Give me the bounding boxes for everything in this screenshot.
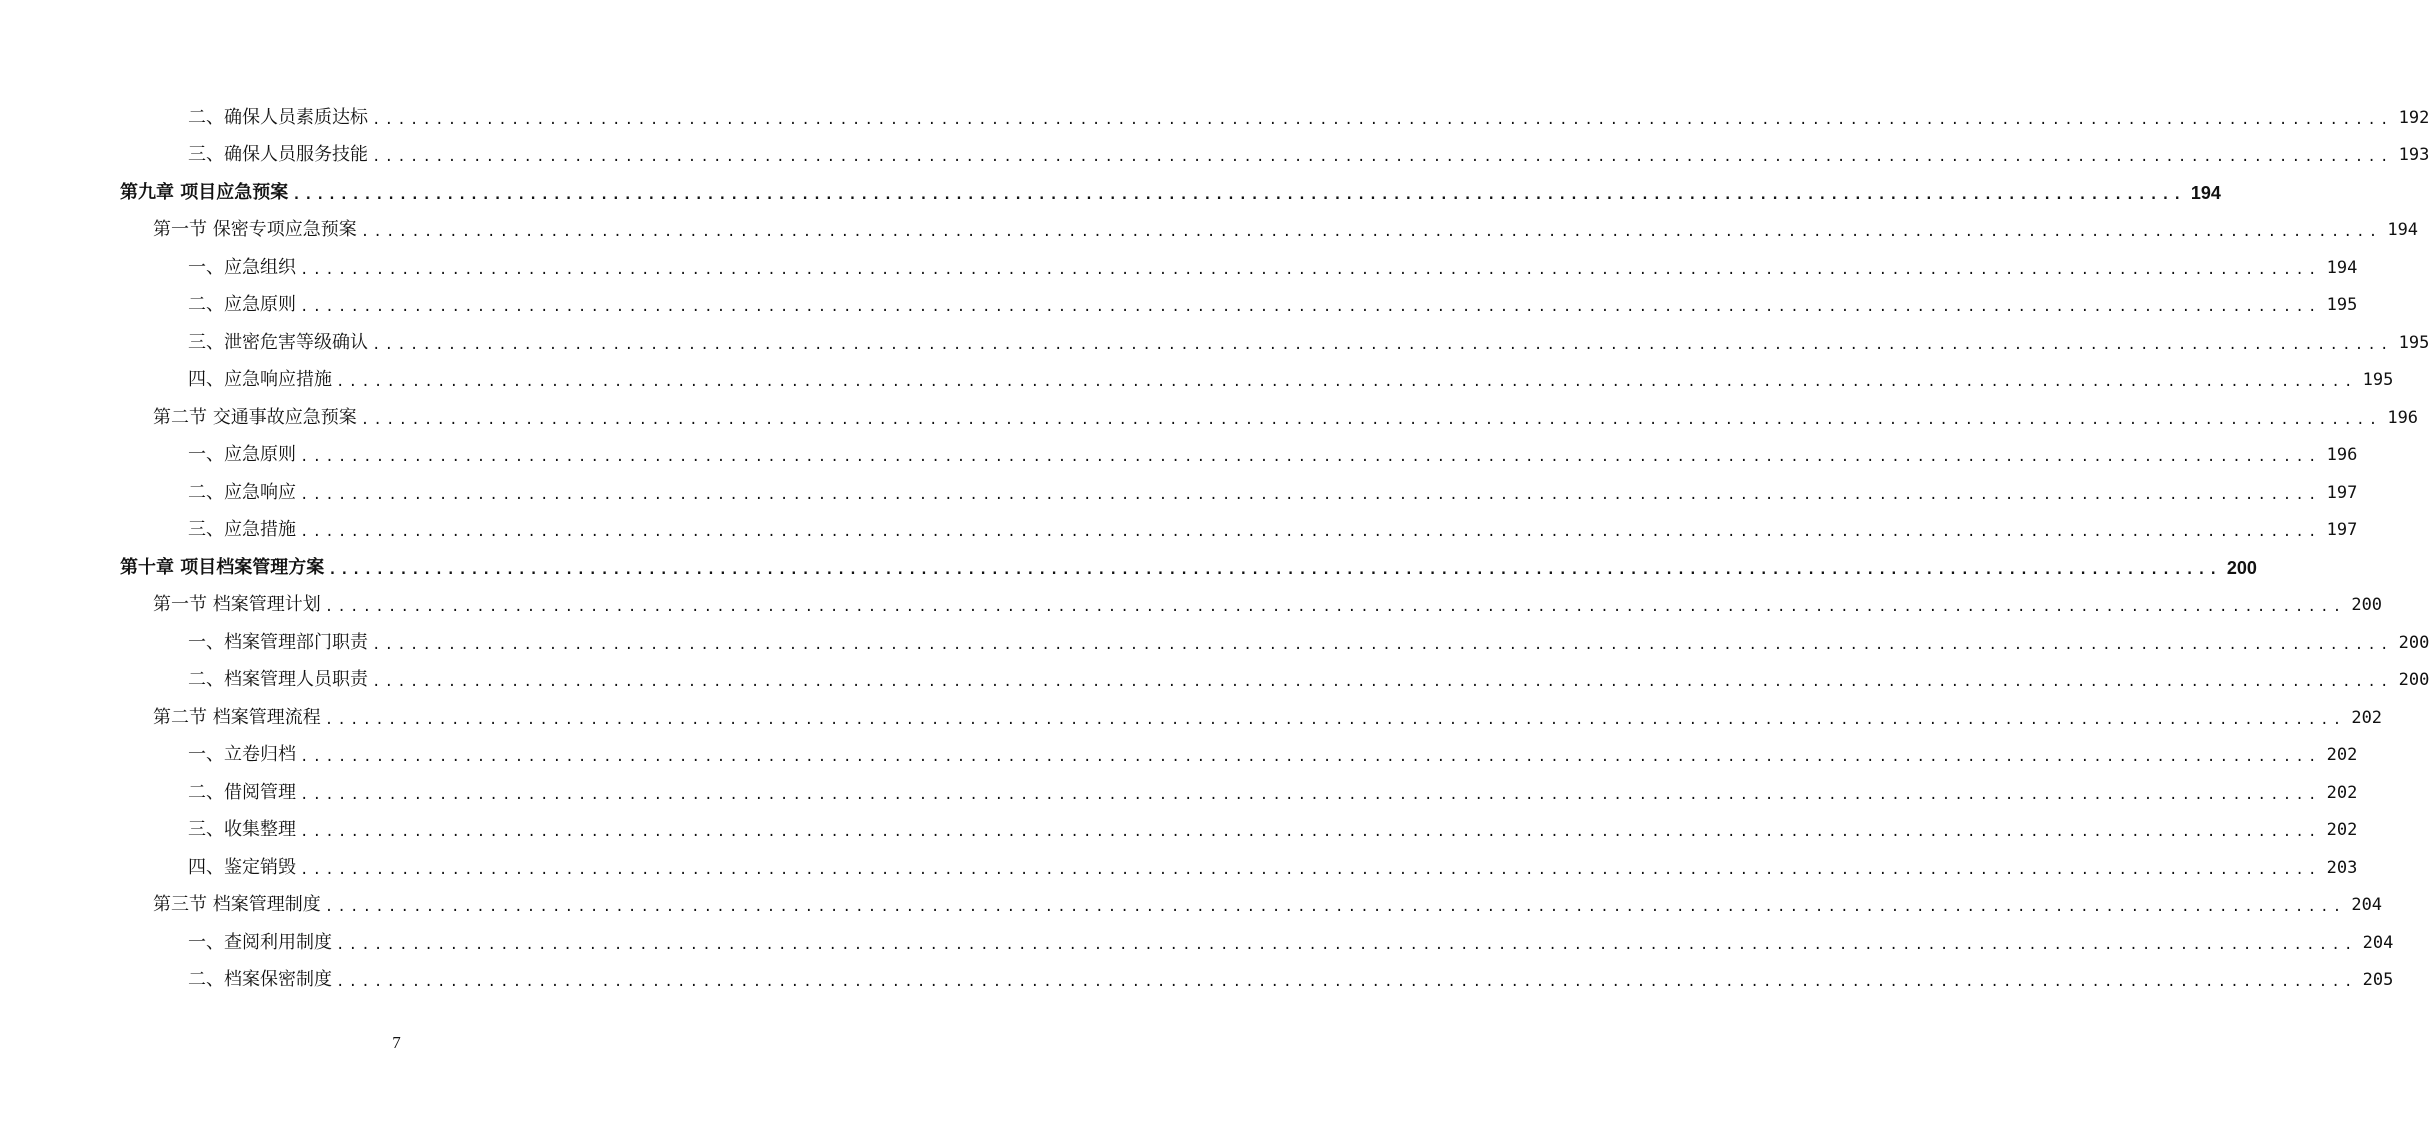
toc-entry-title: 第一节 档案管理计划 (153, 594, 321, 616)
toc-entry-title: 三、应急措施 (188, 519, 296, 541)
toc-entry-title: 四、鉴定销毁 (188, 856, 296, 878)
toc-entry-subsection[interactable] (0, 924, 2394, 962)
toc-entry-title: 二、档案保密制度 (188, 969, 332, 991)
toc-entry-subsection[interactable] (0, 849, 2358, 887)
toc-entry-title: 三、确保人员服务技能 (188, 144, 368, 166)
toc-entry-title: 二、档案管理人员职责 (188, 669, 368, 691)
toc-entry-page-number: 196 (2326, 445, 2358, 466)
toc-entry-section[interactable] (0, 399, 2419, 437)
dot-leader: ................................................................................................................................................................ (300, 449, 2321, 466)
toc-entry-section[interactable] (0, 887, 2383, 925)
toc-entry-title: 二、借阅管理 (188, 781, 296, 803)
dot-leader: ................................................................................................................................................................ (372, 636, 2393, 653)
dot-leader: ................................................................................................................................................................ (300, 861, 2321, 878)
dot-leader: ................................................................................................................................................................ (324, 599, 2346, 616)
dot-leader: ................................................................................................................................................................ (372, 149, 2393, 166)
toc-entry-chapter[interactable] (0, 174, 2221, 212)
toc-entry-title: 三、收集整理 (188, 819, 296, 841)
page-number: 7 (392, 1033, 401, 1052)
toc-entry-page-number: 200 (2226, 557, 2257, 578)
toc-entry-page-number: 197 (2326, 482, 2358, 503)
toc-entry-section[interactable] (0, 212, 2419, 250)
toc-entry-chapter[interactable] (0, 549, 2257, 587)
toc-entry-title: 二、应急原则 (188, 294, 296, 316)
dot-leader: ................................................................................................................................................................ (372, 336, 2393, 353)
toc-entry-title: 一、立卷归档 (188, 744, 296, 766)
toc-entry-title: 二、应急响应 (188, 481, 296, 503)
dot-leader: ................................................................................................................................................................ (324, 899, 2346, 916)
toc-entry-page-number: 193 (2398, 145, 2429, 166)
toc-entry-title: 第十章 项目档案管理方案 (120, 556, 325, 578)
dot-leader: ................................................................................................................................................................ (336, 936, 2357, 953)
toc-entry-section[interactable] (0, 587, 2383, 625)
dot-leader: ................................................................................................................................................................ (372, 674, 2393, 691)
toc-entry-page-number: 192 (2398, 107, 2429, 128)
toc-entry-page-number: 204 (2351, 895, 2383, 916)
dot-leader: ................................................................................................................................................................ (372, 111, 2393, 128)
toc-entry-title: 第三节 档案管理制度 (153, 894, 321, 916)
toc-entry-page-number: 197 (2326, 520, 2358, 541)
dot-leader: ................................................................................................................................................................ (336, 974, 2357, 991)
toc-entry-page-number: 202 (2326, 820, 2358, 841)
toc-entry-page-number: 195 (2398, 332, 2429, 353)
toc-entry-page-number: 195 (2362, 370, 2394, 391)
toc-entry-title: 一、应急组织 (188, 256, 296, 278)
toc-entry-title: 一、档案管理部门职责 (188, 631, 368, 653)
toc-entry-page-number: 203 (2326, 857, 2358, 878)
toc-entry-page-number: 200 (2351, 595, 2383, 616)
dot-leader: ................................................................................................................................................................ (360, 411, 2382, 428)
toc-entry-page-number: 200 (2398, 670, 2429, 691)
toc-entry-title: 一、应急原则 (188, 444, 296, 466)
dot-leader: ................................................................................................................................................................ (360, 224, 2382, 241)
dot-leader: ................................................................................................................................................................ (328, 561, 2221, 578)
toc-entry-page-number: 194 (2190, 182, 2221, 203)
toc-entry-subsection[interactable] (0, 512, 2358, 550)
dot-leader: ................................................................................................................................................................ (300, 486, 2321, 503)
toc-entry-page-number: 196 (2387, 407, 2419, 428)
dot-leader: ................................................................................................................................................................ (292, 186, 2185, 203)
toc-entry-subsection[interactable] (0, 474, 2358, 512)
toc-entry-page-number: 194 (2387, 220, 2419, 241)
dot-leader: ................................................................................................................................................................ (336, 374, 2357, 391)
dot-leader: ................................................................................................................................................................ (300, 749, 2321, 766)
dot-leader: ................................................................................................................................................................ (300, 524, 2321, 541)
toc-entry-subsection[interactable] (0, 962, 2394, 1000)
toc-entry-page-number: 202 (2326, 782, 2358, 803)
dot-leader: ................................................................................................................................................................ (300, 261, 2321, 278)
toc-entry-subsection[interactable] (0, 249, 2358, 287)
toc-entry-section[interactable] (0, 699, 2383, 737)
toc-entry-title: 第二节 交通事故应急预案 (153, 406, 357, 428)
toc-entry-subsection[interactable] (0, 324, 2429, 362)
toc-entry-title: 三、泄密危害等级确认 (188, 331, 368, 353)
dot-leader: ................................................................................................................................................................ (300, 786, 2321, 803)
toc-entry-subsection[interactable] (0, 662, 2429, 700)
dot-leader: ................................................................................................................................................................ (324, 711, 2346, 728)
toc-entry-subsection[interactable] (0, 774, 2358, 812)
toc-entry-page-number: 205 (2362, 970, 2394, 991)
table-of-contents (0, 99, 2429, 999)
toc-entry-subsection[interactable] (0, 287, 2358, 325)
toc-entry-title: 四、应急响应措施 (188, 369, 332, 391)
toc-entry-page-number: 204 (2362, 932, 2394, 953)
toc-entry-title: 第九章 项目应急预案 (120, 181, 289, 203)
toc-entry-subsection[interactable] (0, 437, 2358, 475)
toc-entry-page-number: 200 (2398, 632, 2429, 653)
toc-entry-subsection[interactable] (0, 737, 2358, 775)
toc-entry-title: 第二节 档案管理流程 (153, 706, 321, 728)
toc-entry-page-number: 195 (2326, 295, 2358, 316)
dot-leader: ................................................................................................................................................................ (300, 299, 2321, 316)
dot-leader: ................................................................................................................................................................ (300, 824, 2321, 841)
toc-entry-title: 一、查阅利用制度 (188, 931, 332, 953)
toc-entry-title: 二、确保人员素质达标 (188, 106, 368, 128)
toc-entry-page-number: 194 (2326, 257, 2358, 278)
toc-entry-subsection[interactable] (0, 812, 2358, 850)
toc-entry-page-number: 202 (2326, 745, 2358, 766)
toc-entry-subsection[interactable] (0, 99, 2429, 137)
toc-entry-subsection[interactable] (0, 137, 2429, 175)
toc-entry-subsection[interactable] (0, 624, 2429, 662)
toc-entry-title: 第一节 保密专项应急预案 (153, 219, 357, 241)
toc-entry-subsection[interactable] (0, 362, 2394, 400)
toc-entry-page-number: 202 (2351, 707, 2383, 728)
